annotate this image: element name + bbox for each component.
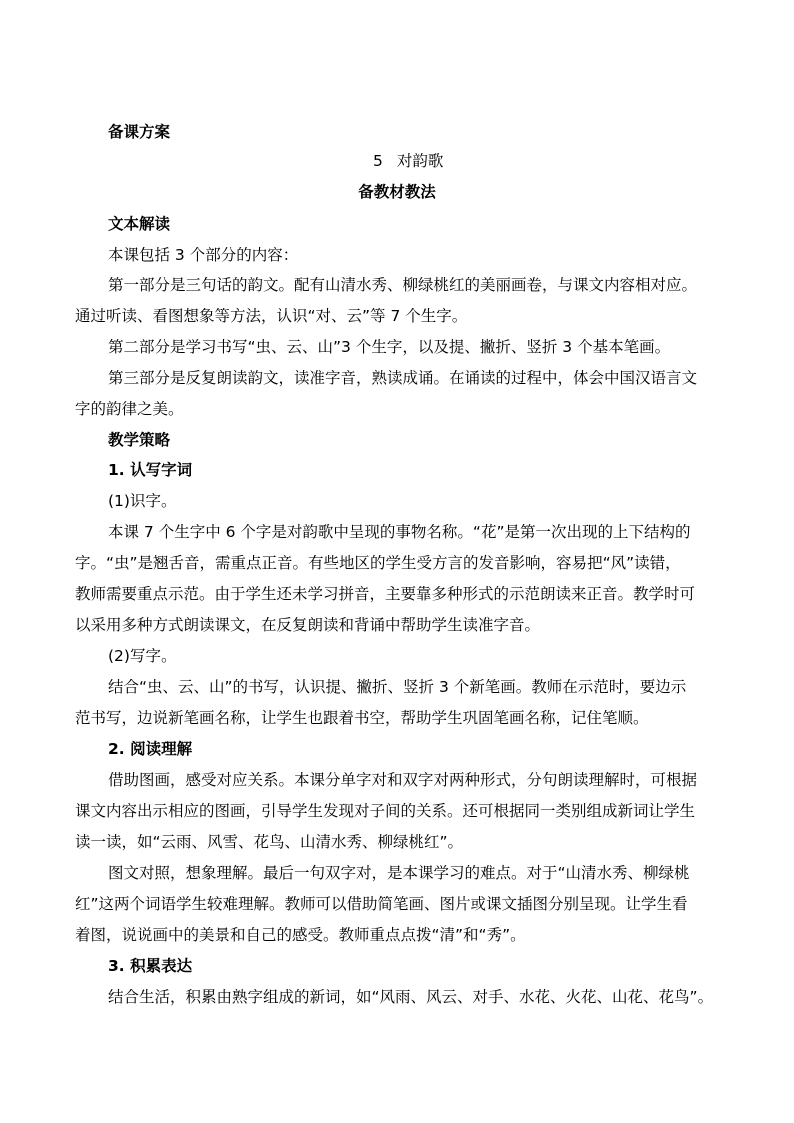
paragraph-line: 字。“虫”是翘舌音，需重点正音。有些地区的学生受方言的发音影响，容易把“风”读错， <box>75 554 681 572</box>
paragraph-line: 课文内容出示相应的图画，引导学生发现对子间的关系。还可根据同一类别组成新词让学生 <box>75 802 696 820</box>
header-label: 备课方案 <box>108 123 171 141</box>
subsection-heading: 3. 积累表达 <box>108 957 193 975</box>
sub-item-heading: (2)写字。 <box>108 647 177 665</box>
section-heading-text: 文本解读 <box>108 215 171 233</box>
paragraph-line: 第一部分是三句话的韵文。配有山清水秀、柳绿桃红的美丽画卷，与课文内容相对应。 <box>108 276 698 294</box>
paragraph-line: 通过听读、看图想象等方法，认识“对、云”等 7 个生字。 <box>75 307 468 325</box>
paragraph: 第二部分是学习书写“虫、云、山”3 个生字，以及提、撇折、竖折 3 个基本笔画。 <box>108 338 671 356</box>
lesson-number: 5 <box>373 152 383 170</box>
paragraph-line: 结合生活，积累由熟字组成的新词，如“风雨、风云、对手、水花、火花、山花、花鸟”。 <box>108 988 714 1006</box>
subsection-heading: 1. 认写字词 <box>108 461 193 479</box>
paragraph-line: 读一读，如“云雨、风雪、花鸟、山清水秀、柳绿桃红”。 <box>75 833 464 851</box>
section-heading-strategy: 教学策略 <box>108 431 171 449</box>
paragraph-line: 字的韵律之美。 <box>75 400 184 418</box>
paragraph: 本课包括 3 个部分的内容： <box>108 246 299 264</box>
paragraph-line: 范书写，边说新笔画名称，让学生也跟着书空，帮助学生巩固笔画名称，记住笔顺。 <box>75 709 649 727</box>
lesson-title: 对韵歌 <box>396 152 444 170</box>
subsection-heading: 2. 阅读理解 <box>108 740 193 758</box>
page-subtitle: 备教材教法 <box>358 183 436 201</box>
paragraph-line: 以采用多种方式朗读课文，在反复朗读和背诵中帮助学生读准字音。 <box>75 616 541 634</box>
paragraph-line: 借助图画，感受对应关系。本课分单字对和双字对两种形式，分句朗读理解时，可根据 <box>108 771 698 789</box>
paragraph-line: 本课 7 个生字中 6 个字是对韵歌中呈现的事物名称。“花”是第一次出现的上下结构的 <box>108 523 691 541</box>
paragraph-line: 红”这两个词语学生较难理解。教师可以借助简笔画、图片或课文插图分别呈现。让学生看 <box>75 895 688 913</box>
paragraph-line: 教师需要重点示范。由于学生还未学习拼音，主要靠多种形式的示范朗读来正音。教学时可 <box>75 585 696 603</box>
lesson-heading <box>373 151 443 171</box>
paragraph-line: 第三部分是反复朗读韵文，读准字音，熟读成诵。在诵读的过程中，体会中国汉语言文 <box>108 369 698 387</box>
sub-item-heading: (1)识字。 <box>108 492 177 510</box>
paragraph-line: 结合“虫、云、山”的书写，认识提、撇折、竖折 3 个新笔画。教师在示范时，要边示 <box>108 678 687 696</box>
paragraph-line: 图文对照，想象理解。最后一句双字对，是本课学习的难点。对于“山清水秀、柳绿桃 <box>108 864 690 882</box>
paragraph-line: 着图，说说画中的美景和自己的感受。教师重点点拨“清”和“秀”。 <box>75 926 526 944</box>
